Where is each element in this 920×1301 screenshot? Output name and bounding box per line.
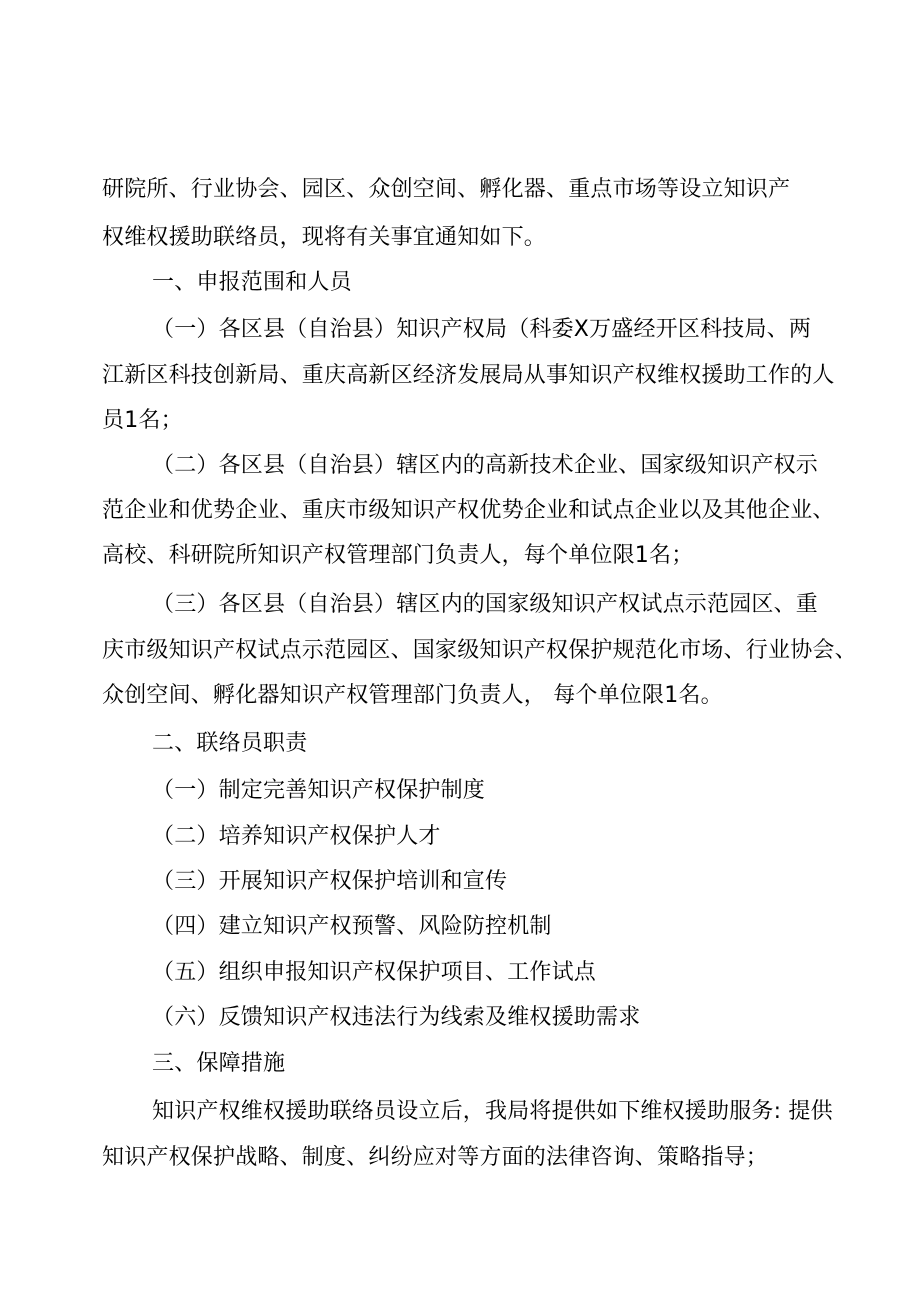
list-item: （六）反馈知识产权违法行为线索及维权援助需求: [152, 1005, 641, 1030]
paragraph-line: （二）各区县（自治县）辖区内的高新技术企业、国家级知识产权示: [152, 453, 819, 478]
paragraph-line: 众创空间、孵化器知识产权管理部门负责人， 每个单位限1名。: [102, 683, 723, 708]
section-heading: 二、联络员职责: [152, 731, 308, 756]
list-item: （二）培养知识产权保护人才: [152, 824, 441, 849]
paragraph-line: 范企业和优势企业、重庆市级知识产权优势企业和试点企业以及其他企业、: [102, 498, 835, 523]
paragraph-line: 庆市级知识产权试点示范园区、国家级知识产权保护规范化市场、行业协会、: [102, 638, 857, 663]
paragraph-line: 权维权援助联络员，现将有关事宜通知如下。: [102, 225, 547, 250]
list-item: （三）开展知识产权保护培训和宣传: [152, 869, 508, 894]
section-heading: 一、申报范围和人员: [152, 270, 352, 295]
paragraph-line: 员1名；: [102, 408, 183, 433]
section-heading: 三、保障措施: [152, 1051, 286, 1076]
paragraph-line: （一）各区县（自治县）知识产权局（科委X万盛经开区科技局、两: [152, 317, 812, 342]
paragraph-line: 研院所、行业协会、园区、众创空间、孵化器、重点市场等设立知识产: [102, 177, 791, 202]
list-item: （四）建立知识产权预警、风险防控机制: [152, 914, 552, 939]
paragraph-line: （三）各区县（自治县）辖区内的国家级知识产权试点示范园区、重: [152, 592, 819, 617]
list-item: （五）组织申报知识产权保护项目、工作试点: [152, 960, 597, 985]
paragraph-line: 知识产权保护战略、制度、纠纷应对等方面的法律咨询、策略指导；: [102, 1145, 769, 1170]
paragraph-line: 知识产权维权援助联络员设立后，我局将提供如下维权援助服务: 提供: [152, 1099, 833, 1124]
paragraph-line: 高校、科研院所知识产权管理部门负责人，每个单位限1名；: [102, 543, 694, 568]
paragraph-line: 江新区科技创新局、重庆高新区经济发展局从事知识产权维权援助工作的人: [102, 363, 835, 388]
list-item: （一）制定完善知识产权保护制度: [152, 778, 486, 803]
